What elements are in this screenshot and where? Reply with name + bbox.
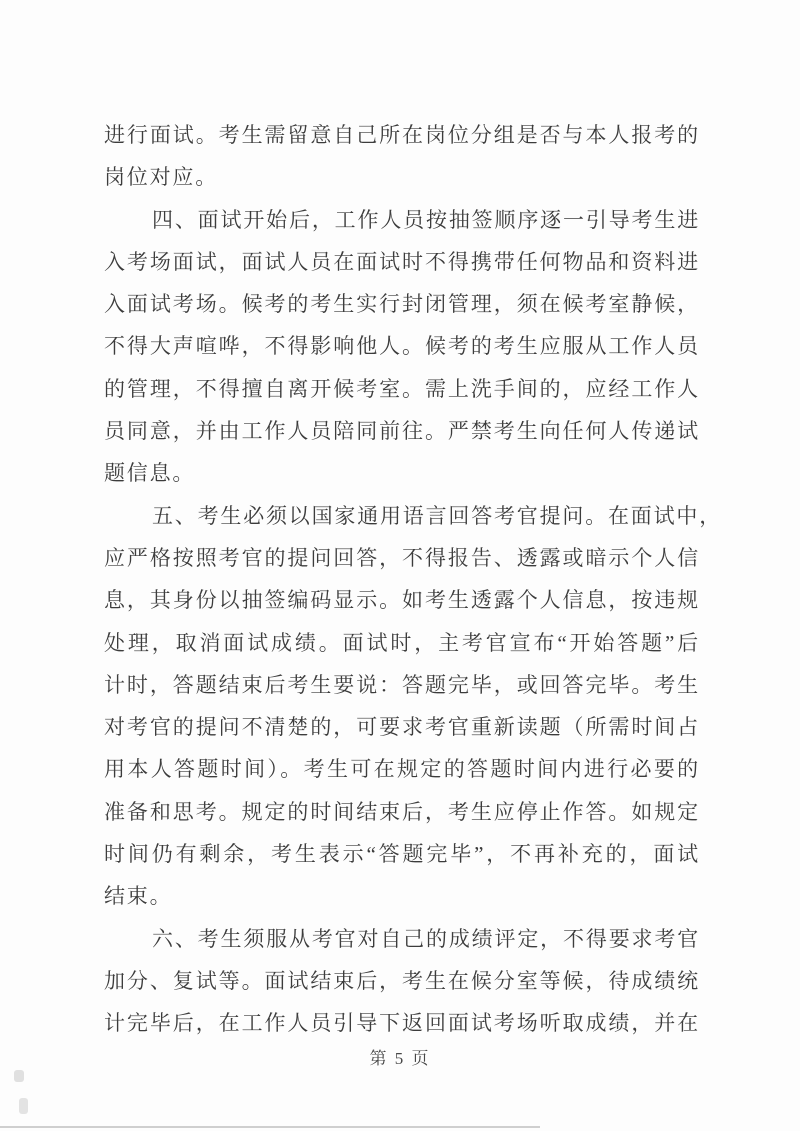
page-footer: [0, 1044, 800, 1069]
text-line: 时间仍有剩余，考生表示“答题完毕”，不再补充的，面试: [104, 842, 700, 867]
text-line: 对考官的提问不清楚的，可要求考官重新读题（所需时间占: [104, 715, 700, 740]
text-line: 五、考生必须以国家通用语言回答考官提问。在面试中，: [152, 503, 722, 528]
text-line: 处理，取消面试成绩。面试时，主考官宣布“开始答题”后: [104, 630, 700, 655]
text-line: 员同意，并由工作人员陪同前往。严禁考生向任何人传递试: [104, 419, 700, 444]
text-line: 入面试考场。候考的考生实行封闭管理，须在候考室静候，: [104, 292, 700, 317]
text-line: 息，其身份以抽签编码显示。如考生透露个人信息，按违规: [104, 588, 700, 613]
text-line: 应严格按照考官的提问回答，不得报告、透露或暗示个人信: [104, 545, 700, 570]
text-line: 加分、复试等。面试结束后，考生在候分室等候，待成绩统: [104, 968, 700, 993]
text-line: 计完毕后，在工作人员引导下返回面试考场听取成绩，并在: [104, 1011, 700, 1036]
scan-artifact-line: [0, 1126, 540, 1128]
scan-artifact-speck: [19, 1098, 28, 1114]
text-line: 入考场面试，面试人员在面试时不得携带任何物品和资料进: [104, 249, 700, 274]
scan-artifact-speck: [14, 1070, 24, 1082]
text-line: 用本人答题时间）。考生可在规定的答题时间内进行必要的: [104, 757, 700, 782]
page-number: 第 5 页: [369, 1049, 431, 1068]
text-line: 计时，答题结束后考生要说：答题完毕，或回答完毕。考生: [104, 672, 700, 697]
text-line: 结束。: [104, 884, 173, 909]
text-line: 的管理，不得擅自离开候考室。需上洗手间的，应经工作人: [104, 376, 700, 401]
text-line: 题信息。: [104, 461, 196, 486]
text-line: 四、面试开始后，工作人员按抽签顺序逐一引导考生进: [152, 207, 700, 232]
document-body: [104, 114, 722, 1045]
text-line: 进行面试。考生需留意自己所在岗位分组是否与本人报考的: [104, 123, 700, 147]
text-line: 准备和思考。规定的时间结束后，考生应停止作答。如规定: [104, 799, 700, 824]
text-line: 六、考生须服从考官对自己的成绩评定，不得要求考官: [152, 926, 700, 951]
text-line: 岗位对应。: [104, 165, 218, 190]
text-line: 不得大声喧哗，不得影响他人。候考的考生应服从工作人员: [104, 334, 700, 359]
